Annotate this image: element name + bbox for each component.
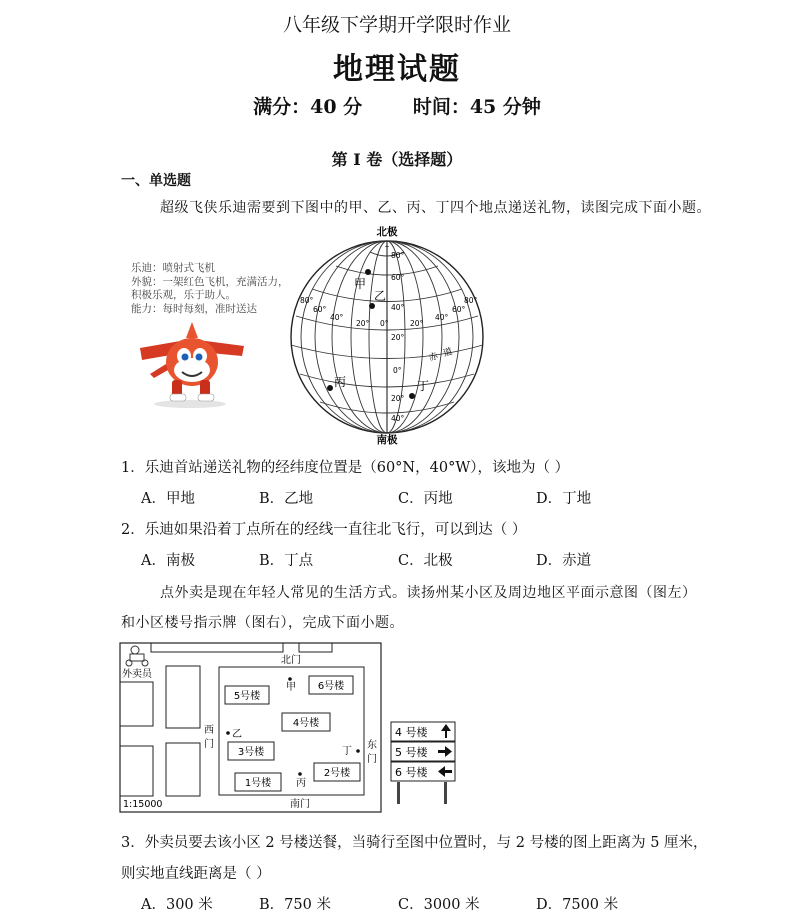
lon-label-80w: 80° <box>300 296 314 305</box>
map-east-gate-2: 门 <box>367 754 377 765</box>
map-building-3: 3号楼 <box>237 747 265 758</box>
map-point-ding: 丁 <box>342 746 352 757</box>
exam-time: 时间：45 分钟 <box>412 96 541 118</box>
lon-label-40w: 40° <box>330 313 344 322</box>
globe-diagram <box>286 222 488 448</box>
lat-label-0: 0° <box>393 366 402 375</box>
q2-option-d[interactable]: D．赤道 <box>536 553 592 569</box>
map-scale: 1:15000 <box>123 799 163 810</box>
globe-north-pole-label: 北极 <box>376 226 398 238</box>
sign-row-3: 6 号楼 <box>395 766 428 779</box>
intro-paragraph-2-line-2: 和小区楼号指示牌（图右），完成下面小题。 <box>121 615 404 631</box>
q2-option-a[interactable]: A．南极 <box>141 553 195 569</box>
lon-label-20w: 20° <box>356 319 370 328</box>
lon-label-80e: 80° <box>464 296 478 305</box>
lat-label-20s: 20° <box>391 394 405 403</box>
question-3-options <box>0 893 794 913</box>
question-2-stem: 2．乐迪如果沿着丁点所在的经线一直往北飞行，可以到达（ ） <box>121 522 527 538</box>
map-west-gate-2: 门 <box>204 739 214 750</box>
question-1-stem: 1．乐迪首站递送礼物的经纬度位置是（60°N，40°W），该地为（ ） <box>121 460 570 476</box>
lat-label-20n: 20° <box>391 333 405 342</box>
map-building-6: 6号楼 <box>317 681 345 692</box>
map-point-bing: 丙 <box>296 778 306 789</box>
jett-line-2: 外貌：一架红色飞机，充满活力， <box>131 275 289 288</box>
map-south-gate: 南门 <box>290 799 310 810</box>
full-score: 满分：40 分 <box>253 96 363 118</box>
q1-option-b[interactable]: B．乙地 <box>259 491 314 507</box>
question-2-options <box>0 549 794 569</box>
score-time-line <box>0 92 794 119</box>
globe-point-yi <box>369 303 375 309</box>
section-title: 一、单选题 <box>121 173 191 189</box>
exam-title: 地理试题 <box>333 52 461 87</box>
lat-label-80n: 80° <box>391 251 405 260</box>
globe-point-ding <box>409 393 415 399</box>
globe-label-ding: 丁 <box>417 379 430 393</box>
lat-label-60n: 60° <box>391 273 405 282</box>
q3-option-a[interactable]: A．300 米 <box>141 897 213 913</box>
map-west-gate-1: 西 <box>204 725 214 736</box>
map-point-jia: 甲 <box>286 682 296 693</box>
q1-option-c[interactable]: C．丙地 <box>398 491 453 507</box>
sign-row-1: 4 号楼 <box>395 726 428 739</box>
map-building-2: 2号楼 <box>323 768 351 779</box>
q1-option-a[interactable]: A．甲地 <box>141 491 195 507</box>
intro-paragraph-1: 超级飞侠乐迪需要到下图中的甲、乙、丙、丁四个地点递送礼物，读图完成下面小题。 <box>160 200 711 216</box>
q3-option-b[interactable]: B．750 米 <box>259 897 331 913</box>
q3-option-d[interactable]: D．7500 米 <box>536 897 619 913</box>
map-building-1: 1号楼 <box>244 778 272 789</box>
map-north-gate: 北门 <box>281 655 301 666</box>
neighborhood-map <box>118 640 384 815</box>
globe-label-bing: 丙 <box>334 375 347 389</box>
lon-label-40e: 40° <box>435 313 449 322</box>
jett-description <box>131 262 289 316</box>
jett-line-1: 乐迪：喷射式飞机 <box>131 262 215 274</box>
globe-equator-label: 赤道 <box>427 345 460 364</box>
lon-label-0: 0° <box>380 319 389 328</box>
intro-paragraph-2-line-1: 点外卖是现在年轻人常见的生活方式。读扬州某小区及周边地区平面示意图（图左） <box>160 585 697 601</box>
globe-label-jia: 甲 <box>354 277 367 291</box>
q3-option-c[interactable]: C．3000 米 <box>398 897 480 913</box>
globe-south-pole-label: 南极 <box>376 434 398 446</box>
globe-point-bing <box>327 385 333 391</box>
q2-option-b[interactable]: B．丁点 <box>259 553 314 569</box>
map-courier-label: 外卖员 <box>122 669 152 680</box>
map-building-4: 4号楼 <box>292 718 320 729</box>
lat-label-40s: 40° <box>391 414 405 423</box>
map-east-gate-1: 东 <box>367 740 377 751</box>
question-3-stem-line-2: 则实地直线距离是（ ） <box>121 866 271 882</box>
q2-option-c[interactable]: C．北极 <box>398 553 453 569</box>
jett-line-4: 能力：每时每刻，准时送达 <box>131 302 257 315</box>
map-building-5: 5号楼 <box>233 691 261 702</box>
lon-label-60w: 60° <box>313 305 327 314</box>
map-point-yi: 乙 <box>232 729 242 740</box>
sign-row-2: 5 号楼 <box>395 746 428 759</box>
svg-text:+: + <box>384 244 390 251</box>
question-3-stem-line-1: 3．外卖员要去该小区 2 号楼送餐，当骑行至图中位置时，与 2 号楼的图上距离为 5 厘米， <box>121 835 708 851</box>
lon-label-20e: 20° <box>410 319 424 328</box>
building-signboard <box>390 718 458 806</box>
lon-label-60e: 60° <box>452 305 466 314</box>
part-title: 第 I 卷（选择题） <box>331 150 463 169</box>
question-1-options <box>0 487 794 507</box>
q1-option-d[interactable]: D．丁地 <box>536 491 592 507</box>
globe-point-jia <box>365 269 371 275</box>
jett-airplane-illustration <box>128 318 248 410</box>
exam-subtitle: 八年级下学期开学限时作业 <box>282 14 511 36</box>
lat-label-40n: 40° <box>391 303 405 312</box>
jett-line-3: 积极乐观，乐于助人。 <box>131 289 236 301</box>
globe-label-yi: 乙 <box>374 289 387 303</box>
